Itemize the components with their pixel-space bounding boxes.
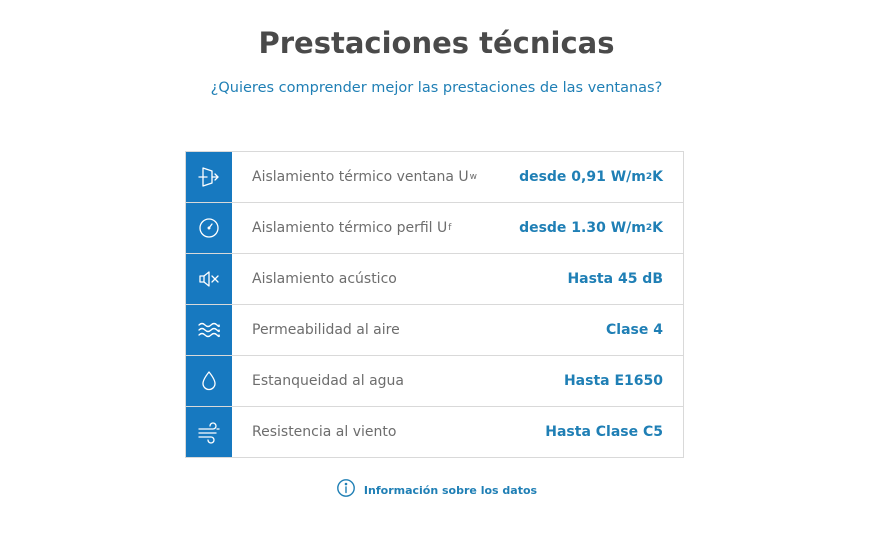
feature-value: desde 0,91 W/m 2 K xyxy=(519,169,663,185)
table-row xyxy=(186,152,683,203)
feature-value: Hasta 45 dB xyxy=(567,271,663,287)
speaker-mute-icon xyxy=(186,254,232,304)
feature-label: Aislamiento térmico ventana U w xyxy=(252,169,477,185)
feature-value: desde 1.30 W/m 2 K xyxy=(519,220,663,236)
table-row xyxy=(186,203,683,254)
feature-label: Aislamiento acústico xyxy=(252,271,397,287)
wind-icon xyxy=(186,407,232,457)
info-circle-icon xyxy=(336,478,356,502)
feature-value: Hasta E1650 xyxy=(563,373,663,389)
data-info-label: Información sobre los datos xyxy=(363,483,538,497)
window-exit-icon xyxy=(186,152,232,202)
table-row xyxy=(186,407,683,457)
feature-value: Clase 4 xyxy=(606,322,663,338)
table-row xyxy=(186,254,683,305)
subtitle-link[interactable]: ¿Quieres comprender mejor las prestaciones de las ventanas? xyxy=(210,80,663,96)
feature-label: Resistencia al viento xyxy=(252,424,397,440)
table-row xyxy=(186,305,683,356)
feature-value: Hasta Clase C5 xyxy=(545,424,663,440)
feature-label: Permeabilidad al aire xyxy=(252,322,400,338)
air-waves-icon xyxy=(186,305,232,355)
gauge-icon xyxy=(186,203,232,253)
table-row xyxy=(186,356,683,407)
feature-label: Aislamiento térmico perfil U f xyxy=(252,220,452,236)
page-title: Prestaciones técnicas xyxy=(258,26,615,60)
feature-label: Estanqueidad al agua xyxy=(252,373,404,389)
performance-table xyxy=(185,151,684,458)
data-info-link[interactable] xyxy=(0,478,873,502)
water-drop-icon xyxy=(186,356,232,406)
